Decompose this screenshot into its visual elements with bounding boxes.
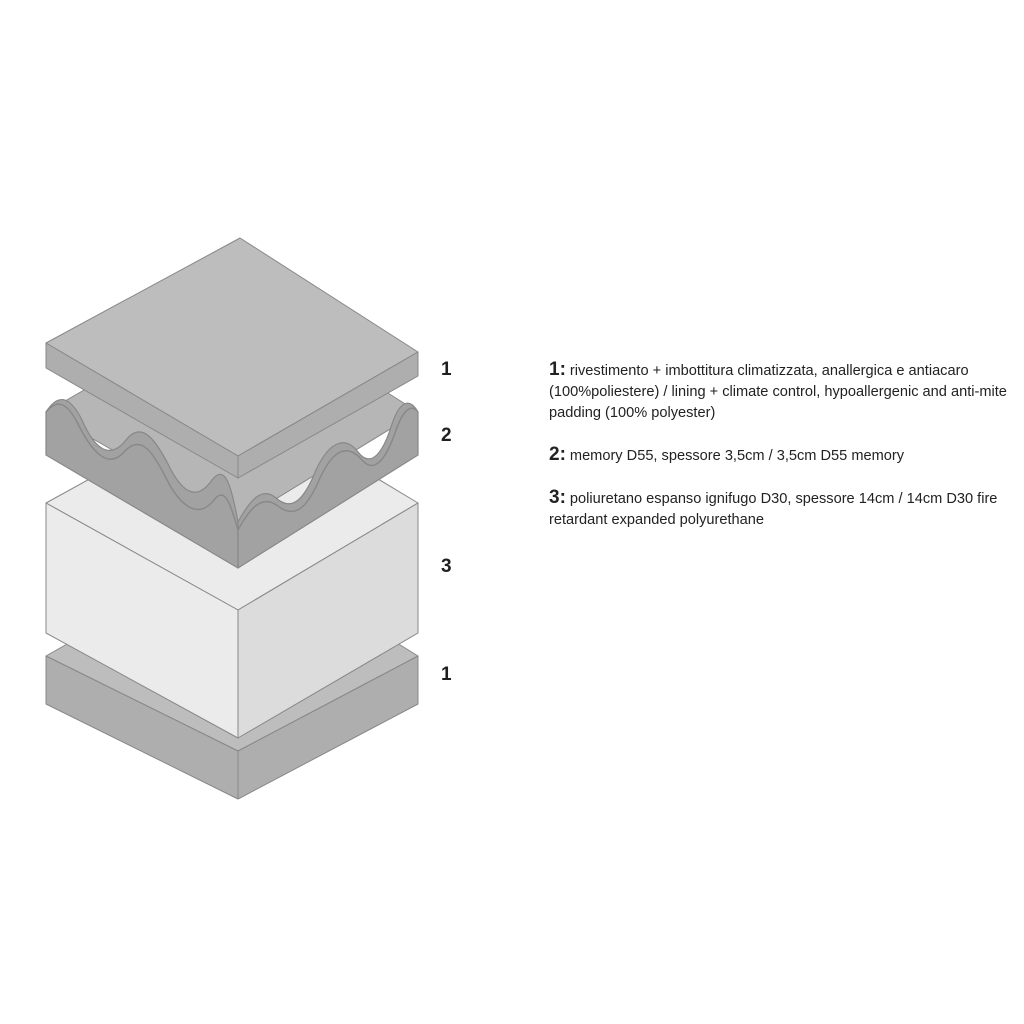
layer-number-bottom-cover: 1 [441,664,452,685]
legend-number: 3: [549,487,566,508]
layer-number-memory-foam: 2 [441,425,452,446]
legend-number: 2: [549,444,566,465]
layer-number-core-foam: 3 [441,556,452,577]
legend-text: rivestimento + imbottitura climatizzata, anallergica e antiacaro (100%poliestere) / lining + climate control, hypoallergenic and anti-mite padding (100% polyester) [549,363,1007,421]
legend-number: 1: [549,359,566,380]
legend-item-memory [549,444,1009,467]
layer-number-top-cover: 1 [441,359,452,380]
legend-text: memory D55, spessore 3,5cm / 3,5cm D55 memory [569,448,905,464]
layer-legend [549,359,1009,551]
legend-item-core [549,487,1009,531]
legend-text: poliuretano espanso ignifugo D30, spessore 14cm / 14cm D30 fire retardant expanded polyurethane [549,491,998,528]
legend-item-cover [549,359,1009,424]
